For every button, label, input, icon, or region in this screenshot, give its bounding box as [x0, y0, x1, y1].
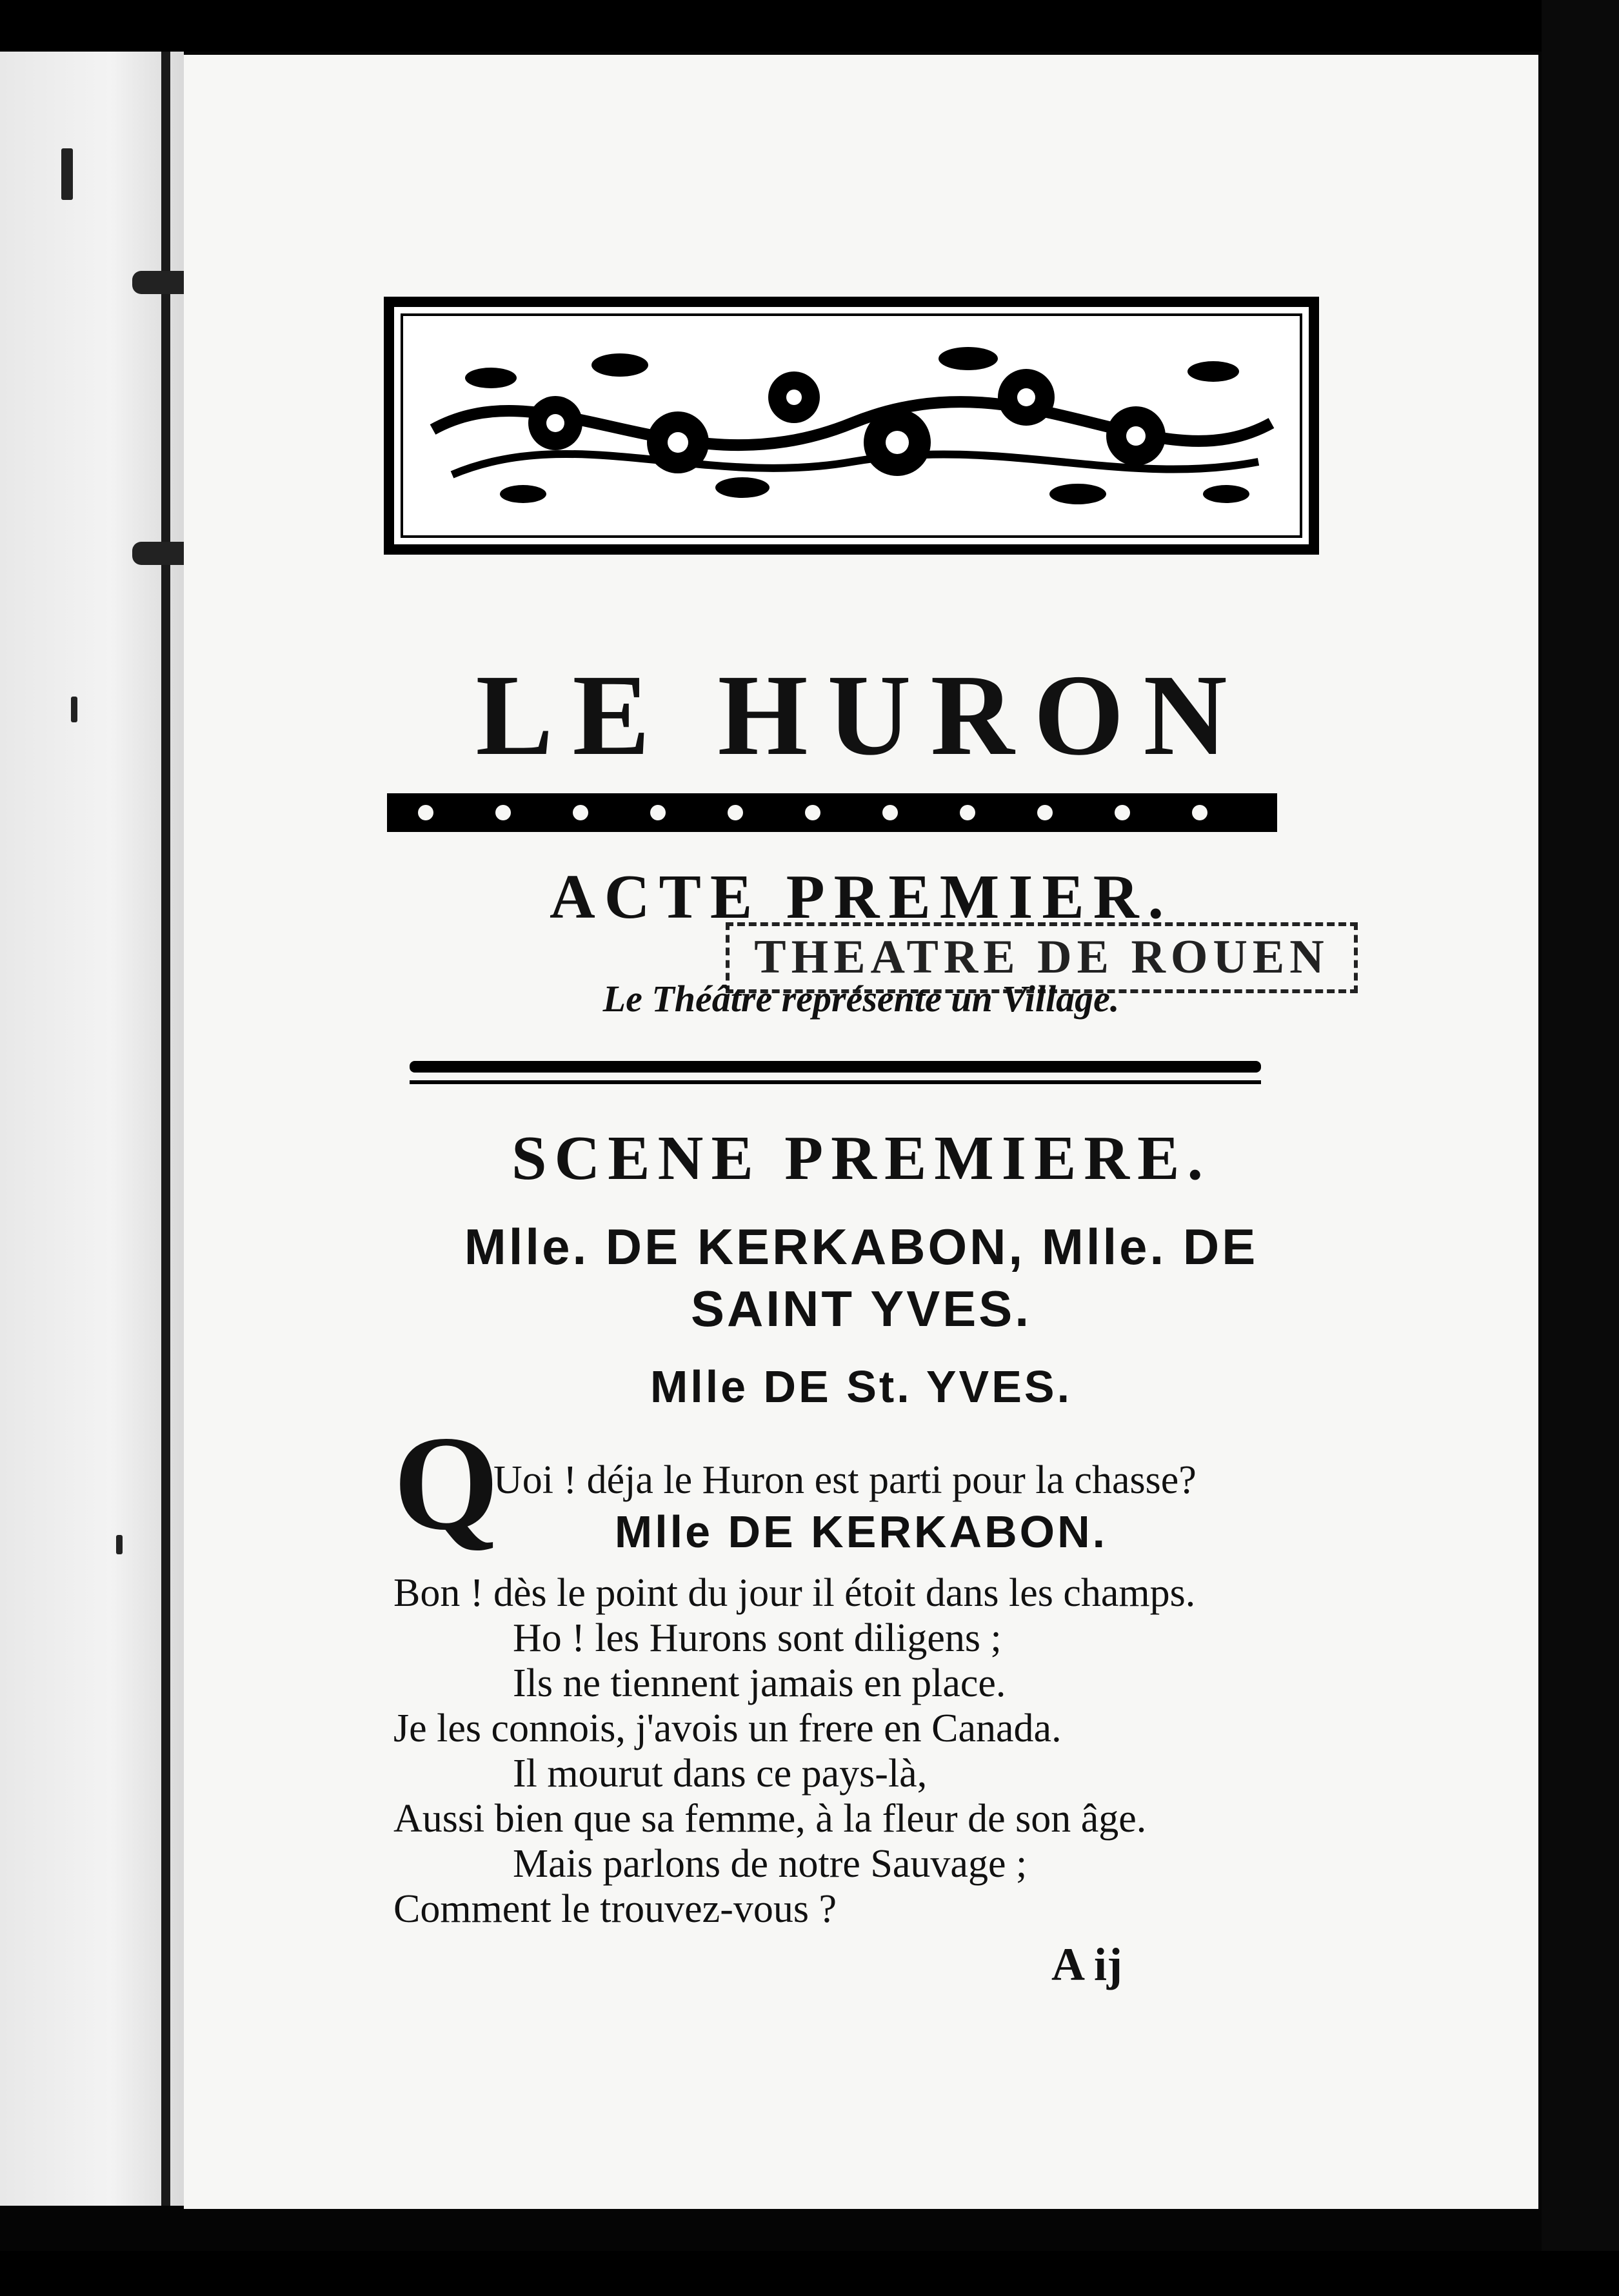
verse-line: Il mourut dans ce pays-là, [513, 1752, 928, 1796]
drop-cap: Q [393, 1409, 499, 1558]
rule-thin [410, 1080, 1261, 1084]
speaker-name: Mlle DE KERKABON. [614, 1507, 1108, 1557]
character-list: Mlle. DE KERKABON, Mlle. DE SAINT YVES. [464, 1218, 1258, 1337]
scan-border-right [1542, 0, 1619, 2296]
scan-border-bottom [0, 2251, 1619, 2296]
floral-ornament-icon [407, 320, 1296, 531]
signature-mark: A ij [1051, 1939, 1123, 1990]
scan-border-top [0, 0, 1619, 52]
verse-line: Comment le trouvez-vous ? [393, 1887, 837, 1931]
speaker-name: Mlle DE St. YVES. [650, 1361, 1073, 1412]
binding-spine [161, 52, 170, 2206]
verse-line: Ils ne tiennent jamais en place. [513, 1661, 1006, 1705]
rule-thick [410, 1061, 1261, 1073]
ink-mark [116, 1535, 123, 1554]
ink-mark [71, 697, 77, 722]
book-page [184, 55, 1538, 2209]
verse-line: Uoi ! déja le Huron est parti pour la chasse? [493, 1458, 1197, 1502]
scene-heading: SCENE PREMIERE. [512, 1123, 1211, 1193]
ink-mark [61, 148, 73, 200]
verse-line: Bon ! dès le point du jour il étoit dans les champs. [393, 1571, 1196, 1615]
play-title: LE HURON [475, 651, 1247, 779]
floral-headpiece [384, 297, 1319, 555]
verse-line: Ho ! les Hurons sont diligens ; [513, 1616, 1002, 1660]
ornamental-divider [387, 793, 1277, 832]
verse-line: Aussi bien que sa femme, à la fleur de son âge. [393, 1797, 1147, 1841]
verse-line: Mais parlons de notre Sauvage ; [513, 1842, 1028, 1886]
adjacent-page-strip [0, 52, 184, 2206]
stage-setting: Le Théâtre représente un Village. [602, 978, 1120, 1020]
act-heading: ACTE PREMIER. [549, 862, 1173, 932]
verse-line: Je les connois, j'avois un frere en Canada. [393, 1707, 1062, 1750]
library-stamp: THEATRE DE ROUEN [726, 922, 1358, 993]
